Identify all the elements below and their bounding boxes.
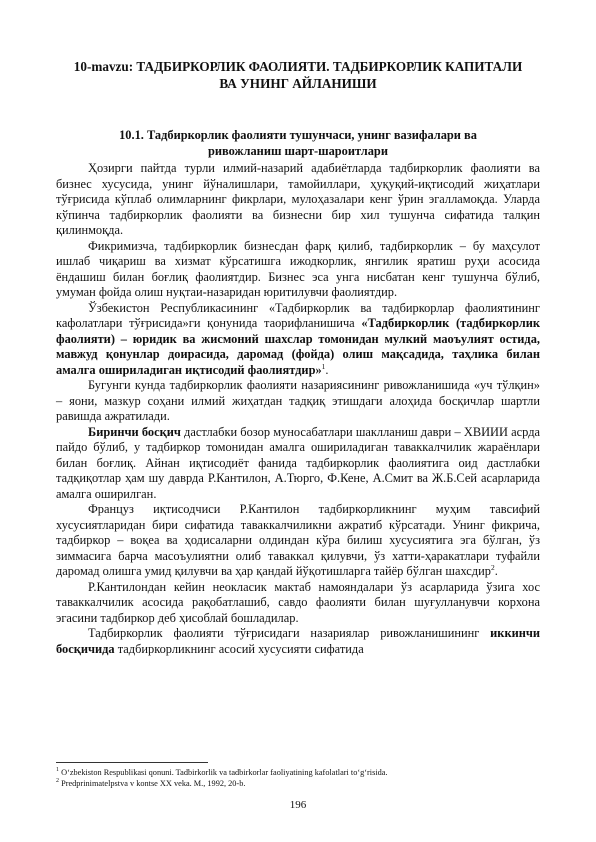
chapter-title xyxy=(50,58,546,92)
footnotes xyxy=(56,767,540,789)
section-heading xyxy=(70,127,526,159)
paragraph-6-end: . xyxy=(494,564,498,578)
section-heading-line-2: ривожланиш шарт-шароитлари xyxy=(208,144,388,158)
footnote-text-1: O‘zbekiston Respublikasi qonuni. Tadbirkorlik va tadbirkorlar faoliyatining kafolatlari to‘g‘risida. xyxy=(59,768,388,777)
chapter-title-line-1: 10-mavzu: ТАДБИРКОРЛИК ФАОЛИЯТИ. ТАДБИРКОРЛИК КАПИТАЛИ xyxy=(73,59,523,74)
entrepreneurship-definition: «Тадбиркорлик (тадбиркорлик фаолияти) – юридик ва жисмоний шахслар томонидан мулкий маоъулият остида, мавжуд қонунлар доирасида, даромад (фойда) олиш мақсадида, таҳлика билан амалга ошириладиган иқтисодий фаолиятдир» xyxy=(56,316,540,377)
paragraph-8-rest: тадбиркорликнинг асосий хусусияти сифатида xyxy=(114,641,364,656)
paragraph-3-end: . xyxy=(325,362,329,377)
paragraph-1: Ҳозирги пайтда турли илмий-назарий адабиётларда тадбиркорлик фаолияти ва бизнес хусусида, унинг йўналишлари, тамойиллари, ҳуқуқий-иқтисодий жиҳатлари тўғрисида кўплаб олимларнинг фикрлари, мулоҳазалари кенг ўрин эгалламоқда. Уларда кўпинча тадбиркорлик фаолияти ва бизнесни бир хил тушунча сифатида талқин қилинмоқда. xyxy=(56,161,540,237)
footnote-ref-1: 1 xyxy=(321,361,326,371)
footnote-divider xyxy=(56,762,208,763)
footnote-mark-2: 2 xyxy=(56,778,59,785)
second-stage-term: иккинчи босқичида xyxy=(56,626,540,656)
paragraph-7: Р.Кантилондан кейин неокласик мактаб намояндалари ўз асарларида ўзига хос таваккалчилик асосида рақобатлашиб, савдо фаолияти билан шуғулланувчи корхона эгасини тадбиркор деб ҳисоблай бошладилар. xyxy=(56,579,540,625)
footnote-mark-1: 1 xyxy=(56,767,59,774)
paragraph-6 xyxy=(56,502,540,580)
footnote-ref-2: 2 xyxy=(490,562,495,572)
paragraph-3-text: Ўзбекистон Республикасининг «Тадбиркорлик ва тадбиркорлар фаолиятининг кафолатлари тўғрисида»ги қонунида таорифланишича xyxy=(56,300,540,330)
section-heading-line-1: 10.1. Тадбиркорлик фаолияти тушунчаси, унинг вазифалари ва xyxy=(119,128,477,142)
footnote-1 xyxy=(56,767,540,778)
paragraph-2: Фикримизча, тадбиркорлик бизнесдан фарқ қилиб, тадбиркорлик – бу маҳсулот ишлаб чиқариш ва хизмат кўрсатишга ижодкорлик, янгилик яратиш руҳи асосида ёндашиш билан боғлиқ фаолиятдир. Бизнес эса унга нисбатан кенг тушунча бўлиб, умуман фойда олиш нуқтаи-назаридан юритилувчи фаолиятдир. xyxy=(56,238,540,299)
chapter-title-line-2: ВА УНИНГ АЙЛАНИШИ xyxy=(219,76,377,91)
paragraph-6-text: Француз иқтисодчиси Р.Кантилон тадбиркорликнинг муҳим тавсифий хусусиятларидан бири сифатида таваккалчиликни ажратиб кўрсатади. Унинг фикрича, тадбиркор – воқеа ва ҳодисаларни олдиндан кўра билиш хусусиятига эга бўлган, ўз зиммасига барча масоъулиятни олиб таваккал қилувчи, ўз хатти-ҳаракатлари туфайли даромад олишга умид қилувчи ва ҳар қандай йўқотишларга тайёр бўлган шахсдир xyxy=(56,502,540,578)
first-stage-term: Биринчи босқич xyxy=(88,424,181,439)
paragraph-5-text: дастлабки бозор муносабатлари шаклланиш даври – ХВИИИ асрда пайдо бўлиб, у тадбиркор томонидан амалга ошириладиган таваккалчилик жараёнлари билан боғлиқ. Айнан иқтисодиёт фанида тадбиркорлик фаолиятига оид дастлабки тадқиқотлар ҳам шу даврда Р.Кантилон, А.Тюрго, Ф.Кене, А.Смит ва Ж.Б.Сей асарларида амалга оширилган. xyxy=(56,424,541,501)
page-number: 196 xyxy=(289,799,307,811)
footnote-2 xyxy=(56,778,540,789)
paragraph-8 xyxy=(56,626,540,657)
paragraph-3 xyxy=(56,301,540,379)
paragraph-8-text: Тадбиркорлик фаолияти тўғрисидаги назариялар ривожланишининг xyxy=(88,626,491,640)
paragraph-4: Бугунги кунда тадбиркорлик фаолияти назариясининг ривожланишида «уч тўлқин» – яони, мазкур соҳани илмий жиҳатдан тадқиқ этишдаги алоҳида босқичлар шартли равишда ажратилади. xyxy=(56,378,540,423)
paragraph-5 xyxy=(56,425,540,503)
footnote-text-2: Predprinimatelpstva v kontse XX veka. M., 1992, 20-b. xyxy=(59,779,246,788)
body-text xyxy=(56,161,540,657)
